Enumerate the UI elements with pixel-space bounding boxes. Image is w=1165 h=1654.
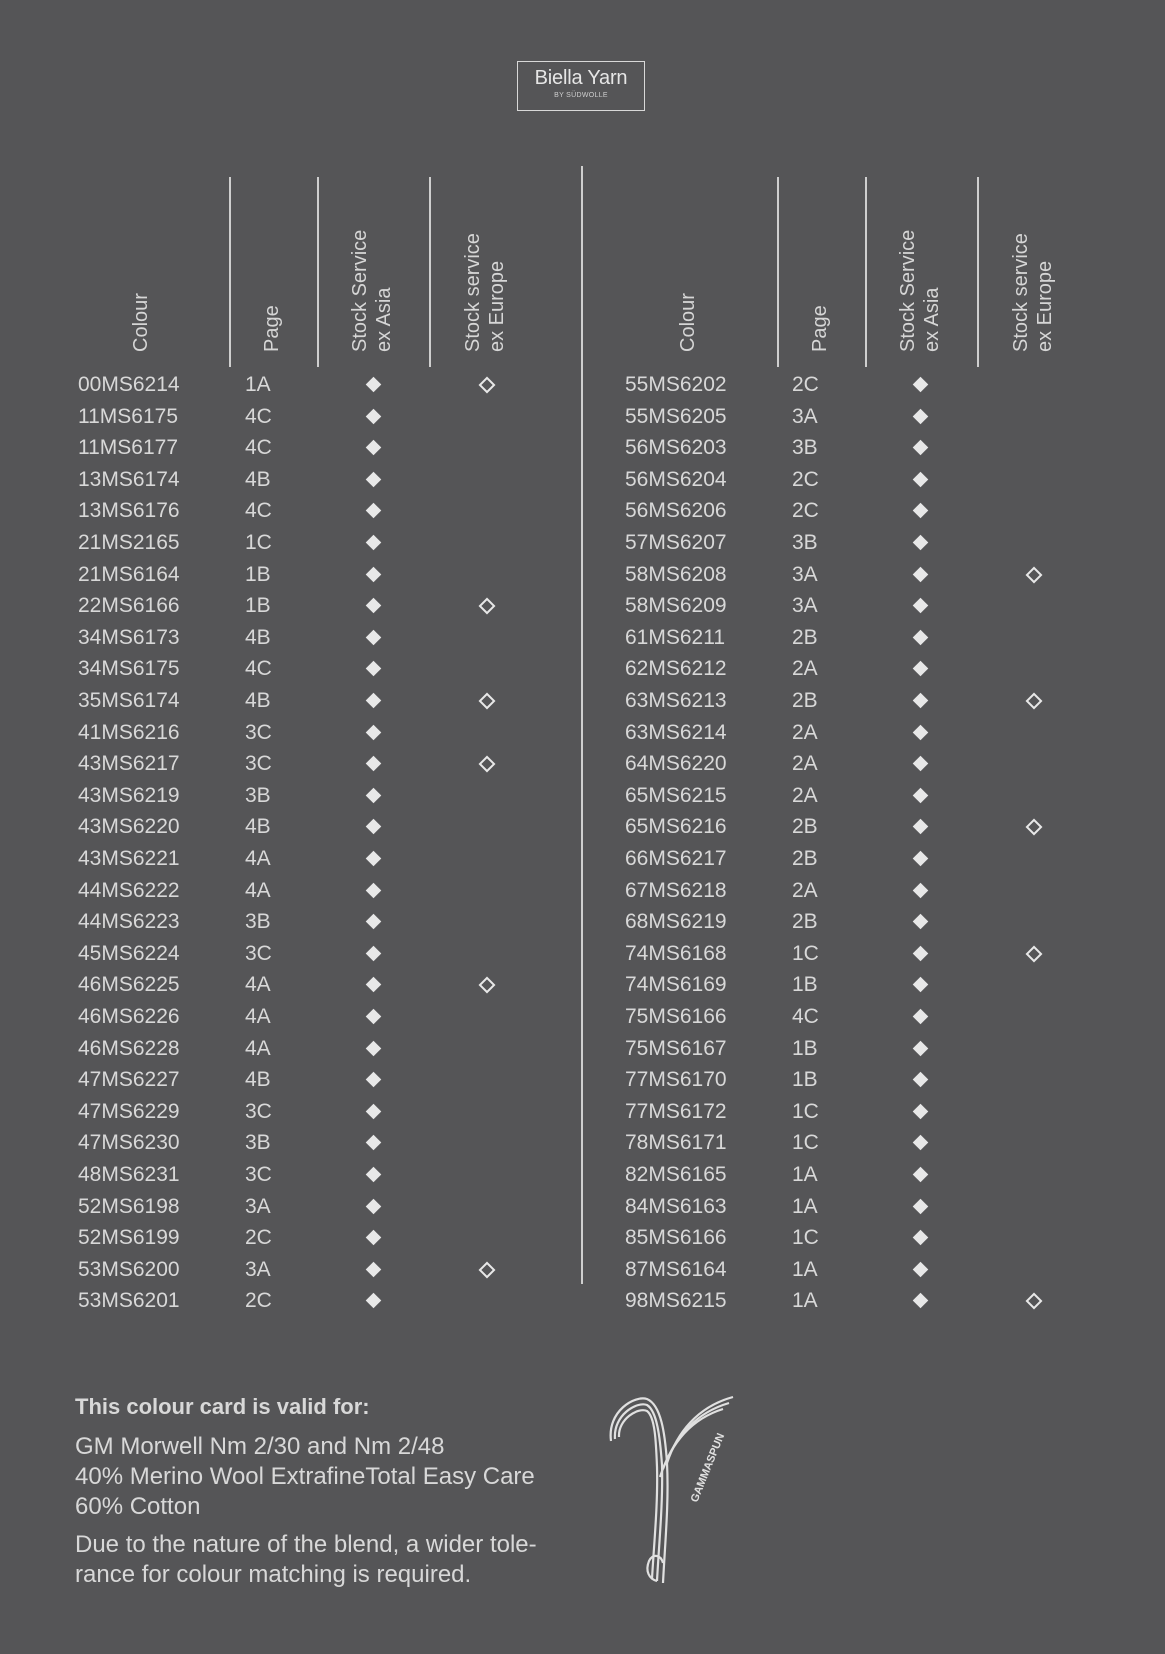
page-ref: 1A — [792, 1163, 818, 1186]
colour-code: 43MS6217 — [78, 752, 180, 776]
left-header-stock-europe-line: Stock service — [462, 233, 484, 352]
stock-asia-filled-diamond-icon — [913, 724, 929, 740]
stock-asia-filled-diamond-icon — [366, 1167, 382, 1183]
colour-code: 21MS6164 — [78, 562, 180, 586]
page-ref: 1B — [792, 973, 818, 997]
colour-code: 84MS6163 — [625, 1194, 727, 1218]
stock-asia-filled-diamond-icon — [913, 598, 929, 614]
stock-asia-filled-diamond-icon — [366, 630, 382, 646]
stock-asia-filled-diamond-icon — [366, 819, 382, 835]
page-ref: 1C — [792, 1226, 819, 1250]
page-ref: 4B — [245, 625, 271, 649]
page-ref: 2B — [792, 847, 818, 870]
colour-code: 53MS6201 — [78, 1289, 180, 1313]
right-column-divider-1 — [777, 177, 779, 367]
page-ref: 2C — [792, 373, 819, 396]
colour-code: 75MS6167 — [625, 1036, 727, 1060]
stock-asia-filled-diamond-icon — [913, 1293, 929, 1309]
stock-asia-filled-diamond-icon — [913, 1198, 929, 1214]
page-ref: 3A — [792, 562, 818, 586]
stock-asia-filled-diamond-icon — [913, 756, 929, 772]
page-ref: 2A — [792, 720, 818, 744]
page-ref: 3B — [245, 1131, 271, 1155]
left-header-stock-europe-line: ex Europe — [486, 260, 508, 352]
left-header-page — [260, 305, 284, 352]
stock-europe-outline-diamond-icon — [479, 598, 496, 615]
page-ref: 1A — [792, 1194, 818, 1218]
stock-asia-filled-diamond-icon — [913, 1104, 929, 1120]
colour-code: 56MS6203 — [625, 436, 727, 460]
right-column-divider-3 — [977, 177, 979, 367]
right-header-page-line: Page — [809, 305, 831, 352]
stock-asia-filled-diamond-icon — [913, 661, 929, 677]
stock-asia-filled-diamond-icon — [913, 503, 929, 519]
stock-europe-outline-diamond-icon — [1026, 945, 1043, 962]
stock-asia-filled-diamond-icon — [913, 819, 929, 835]
page-ref: 1B — [792, 1036, 818, 1060]
page-ref: 1C — [245, 531, 272, 554]
colour-code: 53MS6200 — [78, 1257, 180, 1281]
stock-asia-filled-diamond-icon — [366, 946, 382, 962]
stock-europe-outline-diamond-icon — [479, 756, 496, 773]
stock-asia-filled-diamond-icon — [366, 440, 382, 456]
stock-asia-filled-diamond-icon — [366, 977, 382, 993]
stock-asia-filled-diamond-icon — [913, 977, 929, 993]
page-ref: 2C — [792, 467, 819, 491]
page-ref: 4A — [245, 1005, 271, 1028]
right-header-stock-asia-line: ex Asia — [921, 287, 943, 352]
page-ref: 3B — [245, 910, 271, 934]
colour-code: 34MS6173 — [78, 625, 180, 649]
stock-asia-filled-diamond-icon — [913, 882, 929, 898]
left-header-stock-europe — [461, 233, 509, 352]
colour-code: 77MS6170 — [625, 1068, 727, 1092]
table-center-divider — [581, 166, 583, 1284]
page-ref: 3B — [792, 436, 818, 460]
stock-asia-filled-diamond-icon — [366, 661, 382, 677]
stock-europe-outline-diamond-icon — [1026, 819, 1043, 836]
colour-code: 56MS6204 — [625, 467, 727, 491]
stock-asia-filled-diamond-icon — [913, 1072, 929, 1088]
stock-asia-filled-diamond-icon — [913, 630, 929, 646]
page-ref: 2A — [792, 878, 818, 902]
stock-asia-filled-diamond-icon — [913, 1167, 929, 1183]
left-header-stock-asia-line: ex Asia — [373, 287, 395, 352]
page-ref: 3A — [245, 1194, 271, 1218]
colour-code: 58MS6209 — [625, 594, 727, 618]
stock-asia-filled-diamond-icon — [366, 788, 382, 804]
stock-asia-filled-diamond-icon — [913, 851, 929, 867]
page-ref: 2B — [792, 910, 818, 934]
page-ref: 2A — [792, 657, 818, 681]
colour-code: 75MS6166 — [625, 1005, 727, 1028]
colour-code: 11MS6175 — [78, 404, 179, 428]
right-header-stock-europe-line: ex Europe — [1034, 260, 1056, 352]
stock-asia-filled-diamond-icon — [913, 377, 929, 393]
stock-asia-filled-diamond-icon — [366, 1072, 382, 1088]
stock-asia-filled-diamond-icon — [366, 598, 382, 614]
colour-code: 87MS6164 — [625, 1257, 727, 1281]
colour-code: 46MS6225 — [78, 973, 180, 997]
colour-code: 47MS6229 — [78, 1099, 180, 1123]
note-line-4: Due to the nature of the blend, a wider tole- — [75, 1531, 537, 1558]
stock-asia-filled-diamond-icon — [366, 1009, 382, 1025]
page-ref: 3A — [245, 1257, 271, 1281]
colour-code: 63MS6213 — [625, 689, 727, 712]
colour-code: 41MS6216 — [78, 720, 180, 744]
stock-asia-filled-diamond-icon — [366, 914, 382, 930]
colour-code: 61MS6211 — [625, 625, 726, 649]
colour-code: 78MS6171 — [625, 1131, 727, 1155]
colour-code: 34MS6175 — [78, 657, 180, 681]
colour-code: 46MS6228 — [78, 1036, 180, 1060]
colour-code: 57MS6207 — [625, 531, 727, 554]
colour-code: 45MS6224 — [78, 941, 180, 965]
biella-yarn-logo — [517, 61, 645, 111]
colour-code: 64MS6220 — [625, 752, 727, 776]
colour-code: 44MS6222 — [78, 878, 180, 902]
colour-code: 21MS2165 — [78, 531, 180, 554]
stock-asia-filled-diamond-icon — [913, 914, 929, 930]
page-ref: 2C — [792, 499, 819, 523]
colour-code: 62MS6212 — [625, 657, 727, 681]
page-ref: 3C — [245, 752, 272, 776]
page-ref: 3A — [792, 404, 818, 428]
stock-asia-filled-diamond-icon — [913, 1135, 929, 1151]
stock-asia-filled-diamond-icon — [913, 472, 929, 488]
page-ref: 1C — [792, 941, 819, 965]
logo-subtitle: BY SÜDWOLLE — [554, 92, 608, 99]
stock-europe-outline-diamond-icon — [1026, 1293, 1043, 1310]
stock-asia-filled-diamond-icon — [913, 440, 929, 456]
colour-code: 13MS6176 — [78, 499, 180, 523]
page-ref: 3B — [245, 783, 271, 807]
colour-code: 68MS6219 — [625, 910, 727, 934]
gammaspun-text: GAMMASPUN — [688, 1431, 728, 1505]
stock-asia-filled-diamond-icon — [913, 535, 929, 551]
colour-code: 43MS6220 — [78, 815, 180, 839]
page-ref: 2B — [792, 815, 818, 839]
stock-asia-filled-diamond-icon — [366, 1230, 382, 1246]
stock-asia-filled-diamond-icon — [366, 503, 382, 519]
page-ref: 2C — [245, 1289, 272, 1313]
page-ref: 1A — [792, 1257, 818, 1281]
right-header-stock-asia — [896, 230, 944, 352]
left-column-divider-3 — [429, 177, 431, 367]
stock-asia-filled-diamond-icon — [366, 408, 382, 424]
colour-code: 55MS6202 — [625, 373, 727, 396]
colour-code: 63MS6214 — [625, 720, 727, 744]
colour-code: 47MS6227 — [78, 1068, 180, 1092]
page-ref: 3C — [245, 1099, 272, 1123]
page-ref: 1C — [792, 1099, 819, 1123]
stock-asia-filled-diamond-icon — [366, 1104, 382, 1120]
stock-asia-filled-diamond-icon — [366, 535, 382, 551]
page-ref: 3C — [245, 1163, 272, 1186]
page-ref: 1A — [792, 1289, 818, 1313]
page-ref: 2C — [245, 1226, 272, 1250]
right-header-colour — [676, 293, 700, 352]
note-line-2: 40% Merino Wool ExtrafineTotal Easy Care — [75, 1463, 535, 1490]
stock-asia-filled-diamond-icon — [913, 1040, 929, 1056]
colour-code: 13MS6174 — [78, 467, 180, 491]
colour-code: 65MS6216 — [625, 815, 727, 839]
page-ref: 4A — [245, 878, 271, 902]
stock-asia-filled-diamond-icon — [366, 882, 382, 898]
stock-europe-outline-diamond-icon — [479, 1261, 496, 1278]
page-ref: 1B — [245, 562, 271, 586]
stock-asia-filled-diamond-icon — [366, 1135, 382, 1151]
colour-code: 82MS6165 — [625, 1163, 727, 1186]
stock-asia-filled-diamond-icon — [913, 693, 929, 709]
note-line-5: rance for colour matching is required. — [75, 1561, 472, 1588]
stock-asia-filled-diamond-icon — [366, 724, 382, 740]
right-header-stock-europe — [1009, 233, 1057, 352]
colour-code: 43MS6219 — [78, 783, 180, 807]
note-line-3: 60% Cotton — [75, 1493, 201, 1520]
colour-code: 47MS6230 — [78, 1131, 180, 1155]
colour-code: 46MS6226 — [78, 1005, 180, 1028]
left-header-colour-line: Colour — [130, 293, 152, 352]
colour-code: 98MS6215 — [625, 1289, 727, 1313]
colour-code: 85MS6166 — [625, 1226, 727, 1250]
stock-europe-outline-diamond-icon — [1026, 566, 1043, 583]
stock-asia-filled-diamond-icon — [366, 693, 382, 709]
stock-asia-filled-diamond-icon — [913, 946, 929, 962]
stock-asia-filled-diamond-icon — [366, 1262, 382, 1278]
page-ref: 4C — [245, 499, 272, 523]
colour-code: 74MS6168 — [625, 941, 727, 965]
colour-code: 52MS6198 — [78, 1194, 180, 1218]
stock-europe-outline-diamond-icon — [479, 693, 496, 710]
page-ref: 4A — [245, 1036, 271, 1060]
colour-code: 48MS6231 — [78, 1163, 180, 1186]
colour-code: 00MS6214 — [78, 373, 180, 396]
stock-asia-filled-diamond-icon — [913, 408, 929, 424]
left-header-colour — [129, 293, 153, 352]
colour-code: 55MS6205 — [625, 404, 727, 428]
page-ref: 4C — [245, 404, 272, 428]
page-ref: 4B — [245, 1068, 271, 1092]
page-ref: 1B — [792, 1068, 818, 1092]
stock-asia-filled-diamond-icon — [913, 566, 929, 582]
page-ref: 2B — [792, 689, 818, 712]
stock-asia-filled-diamond-icon — [366, 1040, 382, 1056]
page-ref: 4C — [792, 1005, 819, 1028]
stock-asia-filled-diamond-icon — [366, 377, 382, 393]
left-header-stock-asia — [348, 230, 396, 352]
right-column-divider-2 — [865, 177, 867, 367]
page-ref: 1B — [245, 594, 271, 618]
left-column-divider-2 — [317, 177, 319, 367]
page-ref: 4A — [245, 973, 271, 997]
page-ref: 4B — [245, 467, 271, 491]
stock-asia-filled-diamond-icon — [366, 1293, 382, 1309]
right-header-stock-europe-line: Stock service — [1010, 233, 1032, 352]
colour-code: 74MS6169 — [625, 973, 727, 997]
note-line-1: GM Morwell Nm 2/30 and Nm 2/48 — [75, 1433, 445, 1460]
stock-asia-filled-diamond-icon — [366, 566, 382, 582]
page-ref: 1C — [792, 1131, 819, 1155]
logo-name: Biella Yarn — [534, 67, 628, 89]
stock-asia-filled-diamond-icon — [366, 1198, 382, 1214]
stock-europe-outline-diamond-icon — [1026, 693, 1043, 710]
page-ref: 1A — [245, 373, 271, 396]
right-header-stock-asia-line: Stock Service — [897, 229, 919, 352]
colour-code: 56MS6206 — [625, 499, 727, 523]
page-ref: 4A — [245, 847, 271, 870]
stock-asia-filled-diamond-icon — [913, 1009, 929, 1025]
stock-europe-outline-diamond-icon — [479, 377, 496, 394]
colour-code: 35MS6174 — [78, 689, 180, 712]
page-ref: 4B — [245, 815, 271, 839]
page-ref: 3B — [792, 531, 818, 554]
stock-asia-filled-diamond-icon — [366, 472, 382, 488]
page-ref: 3C — [245, 720, 272, 744]
colour-code: 44MS6223 — [78, 910, 180, 934]
stock-asia-filled-diamond-icon — [366, 851, 382, 867]
colour-code: 77MS6172 — [625, 1099, 727, 1123]
colour-code: 67MS6218 — [625, 878, 727, 902]
page-ref: 4B — [245, 689, 271, 712]
page-ref: 2A — [792, 783, 818, 807]
colour-code: 66MS6217 — [625, 847, 727, 870]
colour-code: 22MS6166 — [78, 594, 180, 618]
left-header-page-line: Page — [261, 305, 283, 352]
page-ref: 4C — [245, 436, 272, 460]
stock-asia-filled-diamond-icon — [913, 788, 929, 804]
stock-europe-outline-diamond-icon — [479, 977, 496, 994]
colour-code: 11MS6177 — [78, 436, 179, 460]
gammaspun-logo — [605, 1393, 735, 1588]
colour-code: 52MS6199 — [78, 1226, 180, 1250]
colour-code: 65MS6215 — [625, 783, 727, 807]
stock-asia-filled-diamond-icon — [913, 1230, 929, 1246]
left-header-stock-asia-line: Stock Service — [349, 229, 371, 352]
page-ref: 3C — [245, 941, 272, 965]
colour-code: 43MS6221 — [78, 847, 180, 870]
page-ref: 2B — [792, 625, 818, 649]
page-ref: 3A — [792, 594, 818, 618]
note-title: This colour card is valid for: — [75, 1394, 370, 1419]
right-header-page — [808, 305, 832, 352]
page-ref: 4C — [245, 657, 272, 681]
right-header-colour-line: Colour — [677, 293, 699, 352]
stock-asia-filled-diamond-icon — [913, 1262, 929, 1278]
left-column-divider-1 — [229, 177, 231, 367]
page-ref: 2A — [792, 752, 818, 776]
colour-code: 58MS6208 — [625, 562, 727, 586]
stock-asia-filled-diamond-icon — [366, 756, 382, 772]
